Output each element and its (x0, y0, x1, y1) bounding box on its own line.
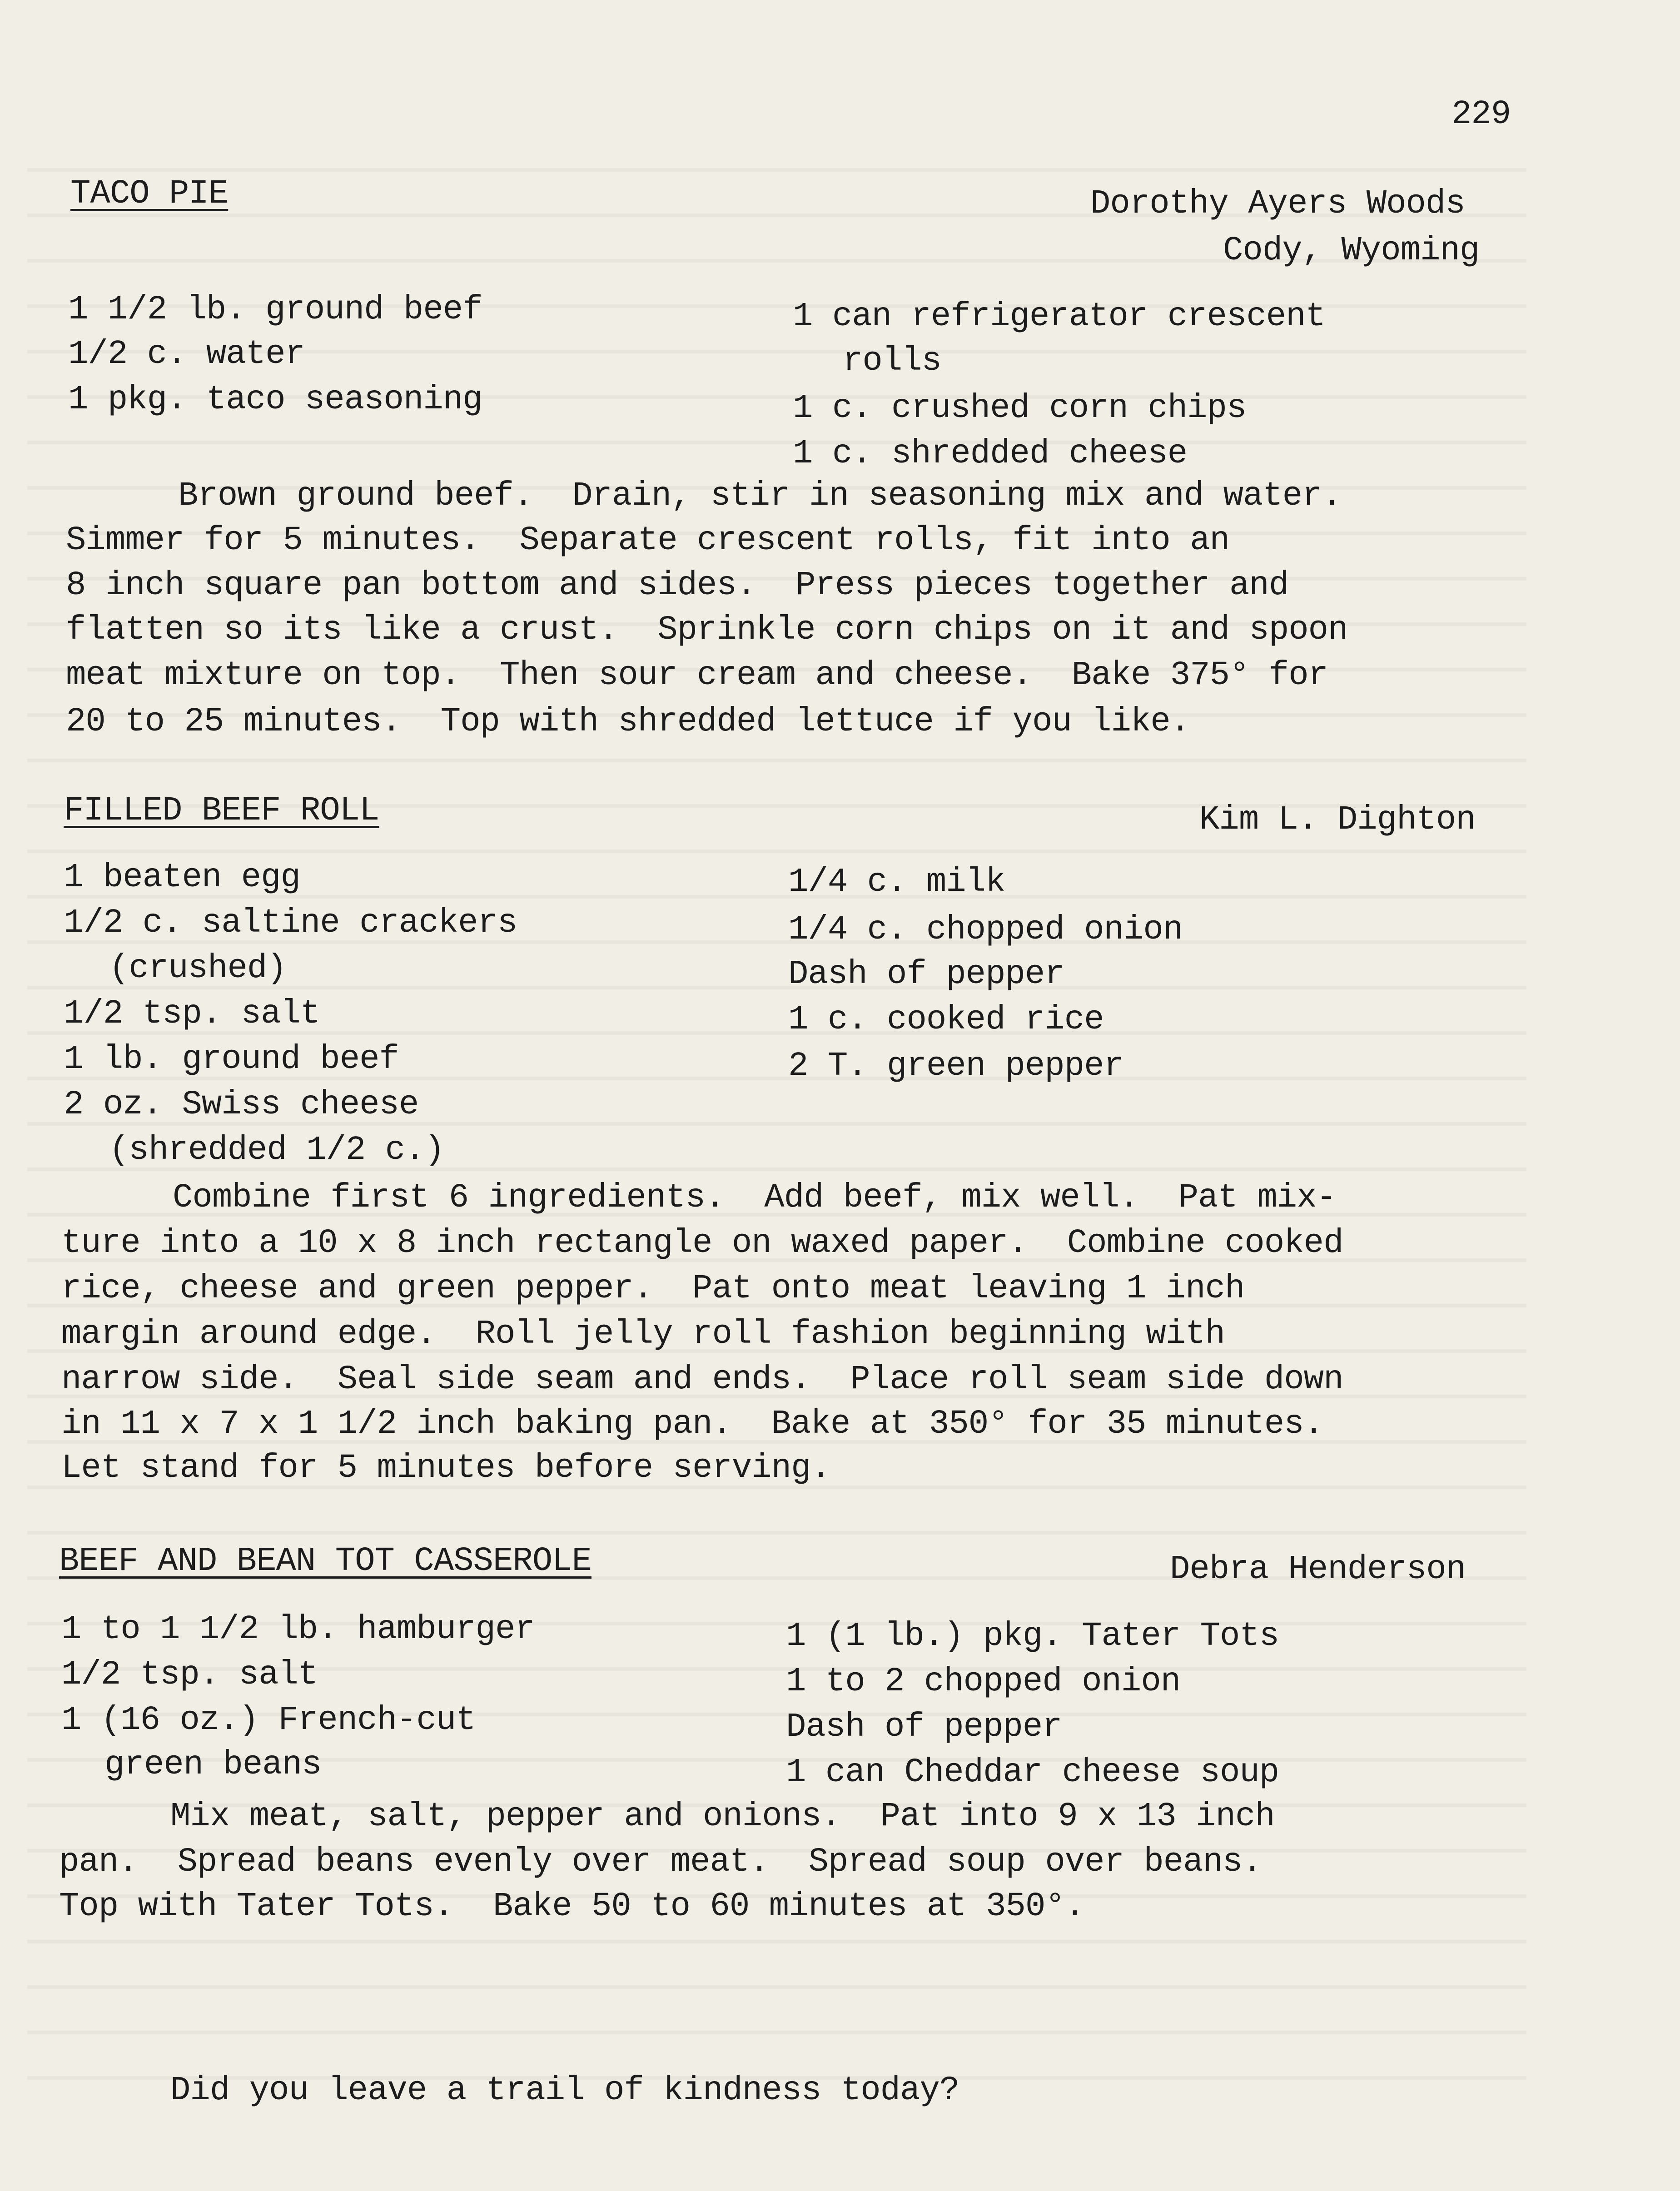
ingredient: (shredded 1/2 c.) (109, 1131, 444, 1169)
ingredient: 1 beaten egg (64, 859, 300, 897)
direction-line: narrow side. Seal side seam and ends. Place roll seam side down (61, 1361, 1343, 1399)
recipe-author: Kim L. Dighton (1199, 801, 1476, 839)
direction-line: Brown ground beef. Drain, stir in seasoning mix and water. (178, 477, 1342, 515)
ingredient: 1 lb. ground beef (64, 1040, 399, 1078)
recipe-title: TACO PIE (70, 175, 229, 213)
ingredient: 1 1/2 lb. ground beef (68, 291, 482, 329)
direction-line: ture into a 10 x 8 inch rectangle on waxed paper. Combine cooked (61, 1224, 1343, 1262)
direction-line: pan. Spread beans evenly over meat. Spread soup over beans. (59, 1843, 1262, 1881)
ingredient: 2 T. green pepper (788, 1047, 1123, 1085)
ingredient: Dash of pepper (788, 955, 1064, 994)
ingredient: 1 (16 oz.) French-cut (61, 1701, 476, 1739)
recipe-author: Dorothy Ayers Woods (1090, 185, 1465, 223)
direction-line: flatten so its like a crust. Sprinkle corn chips on it and spoon (66, 611, 1348, 649)
recipe-title: BEEF AND BEAN TOT CASSEROLE (59, 1542, 591, 1580)
ingredient: 1 c. shredded cheese (793, 435, 1188, 473)
ingredient: rolls (843, 342, 942, 380)
ingredient: 1/4 c. milk (788, 863, 1005, 901)
ingredient: green beans (104, 1746, 322, 1784)
ingredient: 1 can refrigerator crescent (793, 298, 1325, 336)
direction-line: Combine first 6 ingredients. Add beef, mix well. Pat mix- (173, 1179, 1337, 1217)
direction-line: margin around edge. Roll jelly roll fashion beginning with (61, 1315, 1225, 1353)
direction-line: Top with Tater Tots. Bake 50 to 60 minutes at 350°. (59, 1888, 1085, 1926)
ingredient: 1/4 c. chopped onion (788, 911, 1183, 949)
ingredient: (crushed) (109, 949, 287, 988)
ingredient: 1/2 c. water (68, 335, 305, 373)
direction-line: in 11 x 7 x 1 1/2 inch baking pan. Bake at 350° for 35 minutes. (61, 1405, 1324, 1443)
ingredient: Dash of pepper (786, 1708, 1062, 1746)
recipe-location: Cody, Wyoming (1223, 232, 1480, 270)
ingredient: 1 can Cheddar cheese soup (786, 1754, 1279, 1792)
footer-quote: Did you leave a trail of kindness today? (170, 2072, 959, 2110)
recipe-author: Debra Henderson (1170, 1550, 1466, 1589)
ingredient: 1 c. crushed corn chips (793, 389, 1247, 427)
direction-line: Mix meat, salt, pepper and onions. Pat into 9 x 13 inch (170, 1798, 1275, 1836)
ingredient: 1 c. cooked rice (788, 1001, 1104, 1039)
direction-line: rice, cheese and green pepper. Pat onto meat leaving 1 inch (61, 1270, 1245, 1308)
ingredient: 1/2 c. saltine crackers (64, 904, 517, 942)
direction-line: Simmer for 5 minutes. Separate crescent rolls, fit into an (66, 522, 1230, 560)
ingredient: 2 oz. Swiss cheese (64, 1086, 419, 1124)
ingredient: 1/2 tsp. salt (64, 995, 320, 1033)
page-number: 229 (1451, 95, 1511, 134)
ingredient: 1 to 1 1/2 lb. hamburger (61, 1610, 535, 1649)
ingredient: 1 to 2 chopped onion (786, 1663, 1181, 1701)
ingredient: 1 pkg. taco seasoning (68, 381, 482, 419)
recipe-title: FILLED BEEF ROLL (64, 792, 379, 830)
ingredient: 1/2 tsp. salt (61, 1656, 318, 1694)
ingredient: 1 (1 lb.) pkg. Tater Tots (786, 1617, 1279, 1655)
direction-line: meat mixture on top. Then sour cream and cheese. Bake 375° for (66, 656, 1328, 695)
direction-line: 20 to 25 minutes. Top with shredded lettuce if you like. (66, 703, 1190, 741)
direction-line: Let stand for 5 minutes before serving. (61, 1449, 830, 1487)
direction-line: 8 inch square pan bottom and sides. Press pieces together and (66, 566, 1289, 605)
